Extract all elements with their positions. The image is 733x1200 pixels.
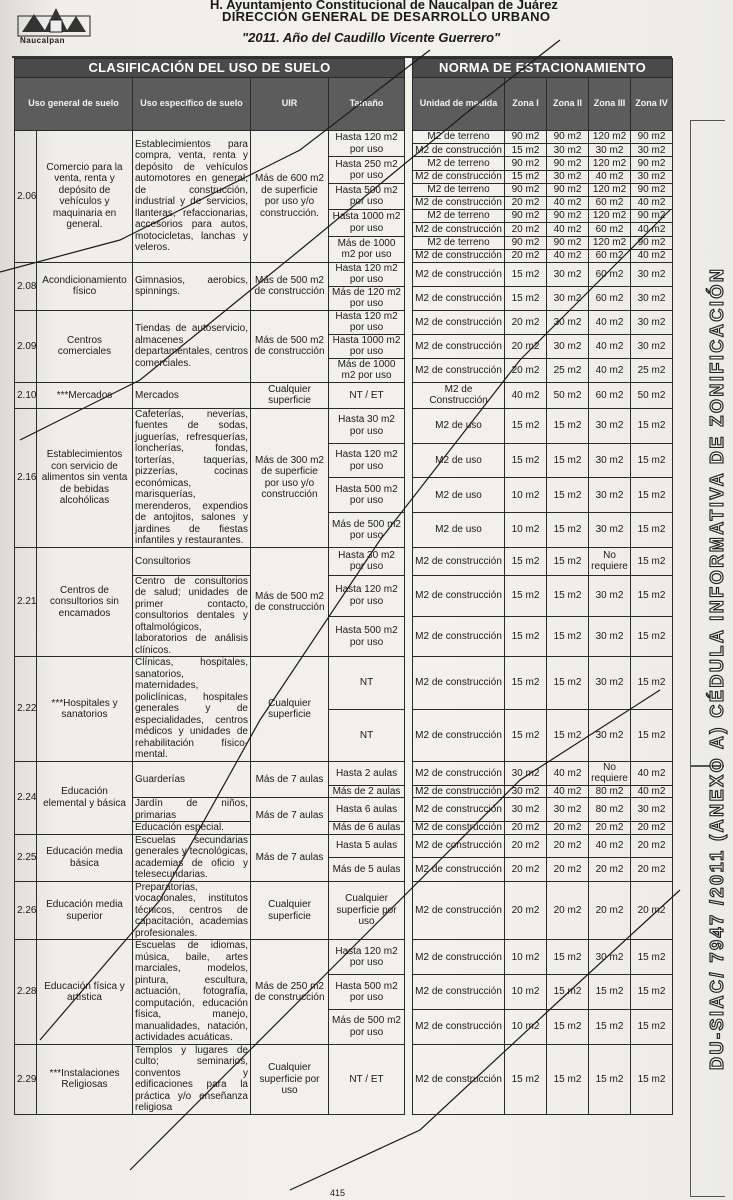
table-row <box>15 1044 673 1114</box>
size-value: Cualquier superficie por uso <box>329 881 405 940</box>
zone-1-value: 90 m2 <box>505 157 547 170</box>
zone-3-value: 120 m2 <box>589 183 631 196</box>
unit-value: M2 de terreno <box>413 183 505 196</box>
zone-2-value: 20 m2 <box>547 822 589 835</box>
unit-value: M2 de construcción <box>413 310 505 334</box>
zone-4-value: 15 m2 <box>631 616 673 657</box>
uir-value: Más de 600 m2 de superficie por uso y/o construcción. <box>251 131 329 263</box>
zone-1-value: 20 m2 <box>505 822 547 835</box>
row-code: 2.10 <box>15 382 37 408</box>
specific-use: Escuelas secundarias generales y tecnológicas, academias de oficio y telesecundarias. <box>133 834 251 881</box>
zone-3-value: 30 m2 <box>589 443 631 478</box>
zone-3-value: 15 m2 <box>589 1044 631 1114</box>
size-value: NT / ET <box>329 1044 405 1114</box>
unit-value: M2 de construcción <box>413 709 505 761</box>
unit-value: M2 de construcción <box>413 881 505 940</box>
zone-4-value: 15 m2 <box>631 443 673 478</box>
zone-4-value: 90 m2 <box>631 131 673 144</box>
zone-4-value: 30 m2 <box>631 798 673 822</box>
zone-4-value: 15 m2 <box>631 478 673 513</box>
zone-1-value: 15 m2 <box>505 286 547 310</box>
zone-2-value: 25 m2 <box>547 358 589 382</box>
zone-2-value: 15 m2 <box>547 616 589 657</box>
specific-use: Templos y lugares de culto; seminarios, conventos y edificaciones para la práctica y/o enseñanza religiosa <box>133 1044 251 1114</box>
zone-3-value: 20 m2 <box>589 822 631 835</box>
zone-1-value: 20 m2 <box>505 834 547 858</box>
table-row <box>15 881 673 940</box>
zone-2-value: 40 m2 <box>547 223 589 236</box>
zone-4-value: 25 m2 <box>631 358 673 382</box>
specific-use: Cafeterías, neverías, fuentes de sodas, juguerías, refresquerías, loncherías, fondas, torterías, taquerías, pizzerías, cocinas económicas, marisquerías, merenderos, expendios de antojitos, salones y jardines de fiestas infantiles y restaurantes. <box>133 408 251 547</box>
zone-3-value: 80 m2 <box>589 798 631 822</box>
row-code: 2.29 <box>15 1044 37 1114</box>
municipality-logo <box>14 2 94 40</box>
specific-use: Mercados <box>133 382 251 408</box>
zone-1-value: 90 m2 <box>505 210 547 223</box>
zone-3-value: 60 m2 <box>589 196 631 209</box>
zone-1-value: 15 m2 <box>505 616 547 657</box>
zone-2-value: 20 m2 <box>547 858 589 882</box>
zone-2-value: 15 m2 <box>547 1010 589 1045</box>
zoning-table <box>14 58 673 1115</box>
zone-3-value: 60 m2 <box>589 223 631 236</box>
general-use: ***Hospitales y sanatorios <box>37 657 133 762</box>
col-specific-use: Uso específico de suelo <box>133 78 251 131</box>
unit-value: M2 de construcción <box>413 334 505 358</box>
size-value: Hasta 250 m2 por uso <box>329 157 405 183</box>
col-zone-2: Zona II <box>547 78 589 131</box>
unit-value: M2 de construcción <box>413 940 505 975</box>
unit-value: M2 de construcción <box>413 798 505 822</box>
zone-4-value: 40 m2 <box>631 249 673 262</box>
size-value: Hasta 120 m2 por uso <box>329 131 405 157</box>
size-value: NT / ET <box>329 382 405 408</box>
zone-4-value: 30 m2 <box>631 262 673 286</box>
size-value: Hasta 120 m2 por uso <box>329 262 405 286</box>
zone-4-value: 15 m2 <box>631 547 673 575</box>
zone-4-value: 40 m2 <box>631 785 673 798</box>
col-general-use: Uso general de suelo <box>15 78 133 131</box>
unit-value: M2 de construcción <box>413 761 505 785</box>
zone-1-value: 15 m2 <box>505 408 547 443</box>
unit-value: M2 de uso <box>413 408 505 443</box>
zone-3-value: 60 m2 <box>589 249 631 262</box>
general-use: Acondicionamiento físico <box>37 262 133 310</box>
specific-use: Clínicas, hospitales, sanatorios, maternidades, policlínicas, hospitales generales y de especialidades, centros médicos y unidades de rehabilitación físico-mental. <box>133 657 251 762</box>
unit-value: M2 de construcción <box>413 657 505 709</box>
general-use: Centros comerciales <box>37 310 133 382</box>
zone-1-value: 10 m2 <box>505 478 547 513</box>
zone-3-value: 120 m2 <box>589 157 631 170</box>
table-row <box>15 547 673 575</box>
column-header-row <box>15 78 673 131</box>
zone-4-value: 90 m2 <box>631 210 673 223</box>
table-row <box>15 310 673 334</box>
zone-2-value: 30 m2 <box>547 334 589 358</box>
unit-value: M2 de construcción <box>413 547 505 575</box>
zone-3-value: 40 m2 <box>589 834 631 858</box>
zone-2-value: 15 m2 <box>547 478 589 513</box>
general-use: ***Instalaciones Religiosas <box>37 1044 133 1114</box>
unit-value: M2 de terreno <box>413 131 505 144</box>
unit-value: M2 de construcción <box>413 249 505 262</box>
uir-value: Más de 500 m2 de construcción <box>251 262 329 310</box>
zone-1-value: 15 m2 <box>505 262 547 286</box>
zone-1-value: 15 m2 <box>505 547 547 575</box>
section-title-parking: NORMA DE ESTACIONAMIENTO <box>413 59 673 78</box>
size-value: Más de 1000 m2 por uso <box>329 236 405 262</box>
unit-value: M2 de construcción <box>413 1044 505 1114</box>
zone-3-value: 30 m2 <box>589 709 631 761</box>
table-row <box>15 408 673 443</box>
general-use: Comercio para la venta, renta y depósito de vehículos y maquinaria en general. <box>37 131 133 263</box>
zone-3-value: 40 m2 <box>589 310 631 334</box>
zone-4-value: 40 m2 <box>631 196 673 209</box>
logo-caption: Naucalpan <box>20 36 65 45</box>
zone-3-value: 30 m2 <box>589 144 631 157</box>
zone-3-value: 40 m2 <box>589 334 631 358</box>
unit-value: M2 de construcción <box>413 975 505 1010</box>
uir-value: Cualquier superficie <box>251 657 329 762</box>
size-value: Hasta 500 m2 por uso <box>329 616 405 657</box>
size-value: Más de 6 aulas <box>329 822 405 835</box>
zone-3-value: 20 m2 <box>589 858 631 882</box>
zone-4-value: 30 m2 <box>631 334 673 358</box>
row-code: 2.22 <box>15 657 37 762</box>
size-value: Hasta 120 m2 por uso <box>329 310 405 334</box>
zone-3-value: 40 m2 <box>589 358 631 382</box>
zone-1-value: 30 m2 <box>505 785 547 798</box>
zone-3-value: 20 m2 <box>589 881 631 940</box>
general-use: Educación elemental y básica <box>37 761 133 834</box>
zone-1-value: 30 m2 <box>505 798 547 822</box>
size-value: Hasta 6 aulas <box>329 798 405 822</box>
specific-use: Educación especial. <box>133 822 251 835</box>
size-value: Hasta 120 m2 por uso <box>329 443 405 478</box>
table-body <box>15 131 673 1115</box>
zone-3-value: No requiere <box>589 761 631 785</box>
zone-1-value: 15 m2 <box>505 170 547 183</box>
row-code: 2.21 <box>15 547 37 657</box>
side-annex-label: DU-SIAC/ 7947 /2011 (ANEXO A) CÉDULA INFORMATIVA DE ZONIFICACIÓN <box>707 266 727 1070</box>
zone-3-value: 80 m2 <box>589 785 631 798</box>
table-row <box>15 382 673 408</box>
zone-1-value: 20 m2 <box>505 334 547 358</box>
zone-1-value: 20 m2 <box>505 249 547 262</box>
page-footer: 415 <box>330 1188 346 1198</box>
zone-2-value: 30 m2 <box>547 262 589 286</box>
unit-value: M2 de uso <box>413 478 505 513</box>
specific-use: Escuelas de idiomas, música, baile, artes marciales, modelos, pintura, escultura, actuación, fotografía, computación, educación física, manejo, manualidades, natación, actividades acuáticas. <box>133 940 251 1045</box>
general-use: Centros de consultorios sin encamados <box>37 547 133 657</box>
specific-use: Jardín de niños, primarias <box>133 798 251 822</box>
zone-1-value: 10 m2 <box>505 1010 547 1045</box>
size-value: Hasta 5 aulas <box>329 834 405 858</box>
zone-2-value: 30 m2 <box>547 144 589 157</box>
zone-4-value: 30 m2 <box>631 286 673 310</box>
zone-4-value: 15 m2 <box>631 940 673 975</box>
table-row <box>15 834 673 858</box>
zone-1-value: 20 m2 <box>505 881 547 940</box>
zone-2-value: 90 m2 <box>547 210 589 223</box>
zone-1-value: 20 m2 <box>505 858 547 882</box>
zone-2-value: 30 m2 <box>547 798 589 822</box>
size-value: Hasta 120 m2 por uso <box>329 940 405 975</box>
zone-2-value: 30 m2 <box>547 170 589 183</box>
zone-2-value: 15 m2 <box>547 513 589 548</box>
specific-use: Consultorios <box>133 547 251 575</box>
zone-1-value: 10 m2 <box>505 940 547 975</box>
zone-3-value: No requiere <box>589 547 631 575</box>
zone-3-value: 60 m2 <box>589 286 631 310</box>
unit-value: M2 de construcción <box>413 858 505 882</box>
general-use: Educación media básica <box>37 834 133 881</box>
unit-value: M2 de construcción <box>413 223 505 236</box>
zone-2-value: 15 m2 <box>547 1044 589 1114</box>
zone-3-value: 30 m2 <box>589 616 631 657</box>
zone-2-value: 30 m2 <box>547 310 589 334</box>
size-value: Hasta 500 m2 por uso <box>329 478 405 513</box>
zone-2-value: 40 m2 <box>547 785 589 798</box>
unit-value: M2 de construcción <box>413 170 505 183</box>
zone-3-value: 30 m2 <box>589 408 631 443</box>
header-line-2: DIRECCIÓN GENERAL DE DESARROLLO URBANO <box>222 9 551 24</box>
zone-4-value: 30 m2 <box>631 310 673 334</box>
unit-value: M2 de terreno <box>413 210 505 223</box>
unit-value: M2 de construcción <box>413 1010 505 1045</box>
zone-1-value: 20 m2 <box>505 196 547 209</box>
size-value: NT <box>329 709 405 761</box>
unit-value: M2 de terreno <box>413 236 505 249</box>
size-value: NT <box>329 657 405 709</box>
document-header <box>0 0 733 58</box>
zone-1-value: 15 m2 <box>505 657 547 709</box>
unit-value: M2 de construcción <box>413 834 505 858</box>
zone-1-value: 15 m2 <box>505 709 547 761</box>
unit-value: M2 de construcción <box>413 575 505 616</box>
zone-2-value: 40 m2 <box>547 196 589 209</box>
zone-3-value: 30 m2 <box>589 657 631 709</box>
col-size: Tamaño <box>329 78 405 131</box>
col-zone-3: Zona III <box>589 78 631 131</box>
zone-2-value: 15 m2 <box>547 657 589 709</box>
row-code: 2.09 <box>15 310 37 382</box>
zone-3-value: 15 m2 <box>589 1010 631 1045</box>
zone-1-value: 20 m2 <box>505 358 547 382</box>
zone-3-value: 120 m2 <box>589 210 631 223</box>
unit-value: M2 de Construcción <box>413 382 505 408</box>
zone-2-value: 15 m2 <box>547 940 589 975</box>
size-value: Hasta 2 aulas <box>329 761 405 785</box>
zone-3-value: 30 m2 <box>589 575 631 616</box>
unit-value: M2 de uso <box>413 513 505 548</box>
zone-1-value: 30 m2 <box>505 761 547 785</box>
zone-1-value: 90 m2 <box>505 131 547 144</box>
unit-value: M2 de construcción <box>413 358 505 382</box>
size-value: Más de 120 m2 por uso <box>329 286 405 310</box>
zone-4-value: 15 m2 <box>631 1044 673 1114</box>
header-line-3: "2011. Año del Caudillo Vicente Guerrero" <box>242 30 501 45</box>
zone-2-value: 90 m2 <box>547 236 589 249</box>
zone-2-value: 40 m2 <box>547 249 589 262</box>
zone-1-value: 15 m2 <box>505 144 547 157</box>
specific-use: Centro de consultorios de salud; unidades de primer contacto, consultorios dentales y oftalmológicos, laboratorios de análisis clínicos. <box>133 575 251 657</box>
zone-4-value: 20 m2 <box>631 834 673 858</box>
zone-4-value: 15 m2 <box>631 408 673 443</box>
size-value: Hasta 1000 m2 por uso <box>329 334 405 358</box>
unit-value: M2 de terreno <box>413 157 505 170</box>
zone-2-value: 90 m2 <box>547 157 589 170</box>
specific-use: Tiendas de autoservicio, almacenes departamentales, centros comerciales. <box>133 310 251 382</box>
size-value: Más de 2 aulas <box>329 785 405 798</box>
uir-value: Más de 250 m2 de construcción <box>251 940 329 1045</box>
table-row <box>15 657 673 709</box>
row-code: 2.26 <box>15 881 37 940</box>
zone-4-value: 30 m2 <box>631 144 673 157</box>
specific-use: Preparatorias, vocacionales, institutos técnicos, centros de capacitación, academias profesionales. <box>133 881 251 940</box>
size-value: Hasta 30 m2 por uso <box>329 408 405 443</box>
zone-4-value: 90 m2 <box>631 236 673 249</box>
size-value: Hasta 120 m2 por uso <box>329 575 405 616</box>
zone-3-value: 120 m2 <box>589 131 631 144</box>
zone-1-value: 90 m2 <box>505 183 547 196</box>
zone-1-value: 10 m2 <box>505 975 547 1010</box>
zone-3-value: 60 m2 <box>589 262 631 286</box>
row-code: 2.25 <box>15 834 37 881</box>
zone-2-value: 30 m2 <box>547 286 589 310</box>
zone-1-value: 15 m2 <box>505 443 547 478</box>
table-row <box>15 940 673 975</box>
col-unit: Unidad de medida <box>413 78 505 131</box>
col-zone-4: Zona IV <box>631 78 673 131</box>
general-use: Educación física y artística <box>37 940 133 1045</box>
zone-2-value: 15 m2 <box>547 443 589 478</box>
zone-1-value: 10 m2 <box>505 513 547 548</box>
uir-value: Más de 500 m2 de construcción <box>251 310 329 382</box>
general-use: ***Mercados <box>37 382 133 408</box>
zone-2-value: 90 m2 <box>547 183 589 196</box>
unit-value: M2 de construcción <box>413 262 505 286</box>
zone-4-value: 15 m2 <box>631 513 673 548</box>
zone-3-value: 60 m2 <box>589 382 631 408</box>
zone-2-value: 50 m2 <box>547 382 589 408</box>
table-row <box>15 761 673 785</box>
zone-1-value: 20 m2 <box>505 223 547 236</box>
zone-4-value: 90 m2 <box>631 183 673 196</box>
zone-4-value: 20 m2 <box>631 858 673 882</box>
specific-use: Gimnasios, aerobics, spinnings. <box>133 262 251 310</box>
row-code: 2.28 <box>15 940 37 1045</box>
uir-value: Cualquier superficie <box>251 382 329 408</box>
uir-value: Más de 300 m2 de superficie por uso y/o construcción <box>251 408 329 547</box>
size-value: Más de 500 m2 por uso <box>329 513 405 548</box>
zone-4-value: 20 m2 <box>631 822 673 835</box>
zone-4-value: 40 m2 <box>631 223 673 236</box>
zone-2-value: 40 m2 <box>547 761 589 785</box>
zone-4-value: 50 m2 <box>631 382 673 408</box>
specific-use: Establecimientos para compra, venta, renta y depósito de vehículos automotores en general, de construcción, industrial y de servicios, llanteras, refaccionarias, accesorios para autos, motocicletas, lanchas y veleros. <box>133 131 251 263</box>
row-code: 2.16 <box>15 408 37 547</box>
zone-4-value: 20 m2 <box>631 881 673 940</box>
zone-3-value: 30 m2 <box>589 513 631 548</box>
zone-3-value: 40 m2 <box>589 170 631 183</box>
uir-value: Cualquier superficie por uso <box>251 1044 329 1114</box>
zone-4-value: 90 m2 <box>631 157 673 170</box>
uir-value: Cualquier superficie <box>251 881 329 940</box>
size-value: Hasta 500 m2 por uso <box>329 183 405 209</box>
zone-4-value: 15 m2 <box>631 575 673 616</box>
size-value: Más de 5 aulas <box>329 858 405 882</box>
unit-value: M2 de construcción <box>413 286 505 310</box>
zone-4-value: 30 m2 <box>631 170 673 183</box>
zone-2-value: 15 m2 <box>547 575 589 616</box>
size-value: Más de 500 m2 por uso <box>329 1010 405 1045</box>
uir-value: Más de 7 aulas <box>251 798 329 835</box>
zone-4-value: 15 m2 <box>631 1010 673 1045</box>
zone-3-value: 15 m2 <box>589 975 631 1010</box>
section-title-land-use: CLASIFICACIÓN DEL USO DE SUELO <box>15 59 405 78</box>
zone-1-value: 15 m2 <box>505 575 547 616</box>
zone-1-value: 90 m2 <box>505 236 547 249</box>
unit-value: M2 de construcción <box>413 616 505 657</box>
unit-value: M2 de construcción <box>413 144 505 157</box>
zone-4-value: 15 m2 <box>631 657 673 709</box>
unit-value: M2 de uso <box>413 443 505 478</box>
zone-4-value: 40 m2 <box>631 761 673 785</box>
uir-value: Más de 500 m2 de construcción <box>251 547 329 657</box>
zone-2-value: 15 m2 <box>547 547 589 575</box>
zone-4-value: 15 m2 <box>631 975 673 1010</box>
size-value: Hasta 500 m2 por uso <box>329 975 405 1010</box>
col-uir: UIR <box>251 78 329 131</box>
table-row <box>15 262 673 286</box>
zone-1-value: 40 m2 <box>505 382 547 408</box>
general-use: Establecimientos con servicio de alimentos sin venta de bebidas alcohólicas <box>37 408 133 547</box>
unit-value: M2 de construcción <box>413 196 505 209</box>
zoning-table-wrapper <box>14 58 672 1200</box>
size-value: Hasta 30 m2 por uso <box>329 547 405 575</box>
uir-value: Más de 7 aulas <box>251 834 329 881</box>
uir-value: Más de 7 aulas <box>251 761 329 798</box>
table-row <box>15 131 673 144</box>
zone-2-value: 90 m2 <box>547 131 589 144</box>
col-zone-1: Zona I <box>505 78 547 131</box>
section-header-row <box>15 59 673 78</box>
unit-value: M2 de construcción <box>413 785 505 798</box>
zone-3-value: 30 m2 <box>589 940 631 975</box>
zone-1-value: 15 m2 <box>505 1044 547 1114</box>
row-code: 2.08 <box>15 262 37 310</box>
row-code: 2.06 <box>15 131 37 263</box>
zone-2-value: 15 m2 <box>547 408 589 443</box>
zone-3-value: 120 m2 <box>589 236 631 249</box>
zone-3-value: 30 m2 <box>589 478 631 513</box>
zone-4-value: 15 m2 <box>631 709 673 761</box>
general-use: Educación media superior <box>37 881 133 940</box>
specific-use: Guarderías <box>133 761 251 798</box>
zone-2-value: 15 m2 <box>547 709 589 761</box>
zone-2-value: 15 m2 <box>547 975 589 1010</box>
row-code: 2.24 <box>15 761 37 834</box>
zone-2-value: 20 m2 <box>547 881 589 940</box>
zone-2-value: 20 m2 <box>547 834 589 858</box>
header-line-1: H. Ayuntamiento Constitucional de Naucalpan de Juárez <box>210 0 558 12</box>
size-value: Más de 1000 m2 por uso <box>329 358 405 382</box>
size-value: Hasta 1000 m2 por uso <box>329 210 405 236</box>
zone-1-value: 20 m2 <box>505 310 547 334</box>
unit-value: M2 de construcción <box>413 822 505 835</box>
